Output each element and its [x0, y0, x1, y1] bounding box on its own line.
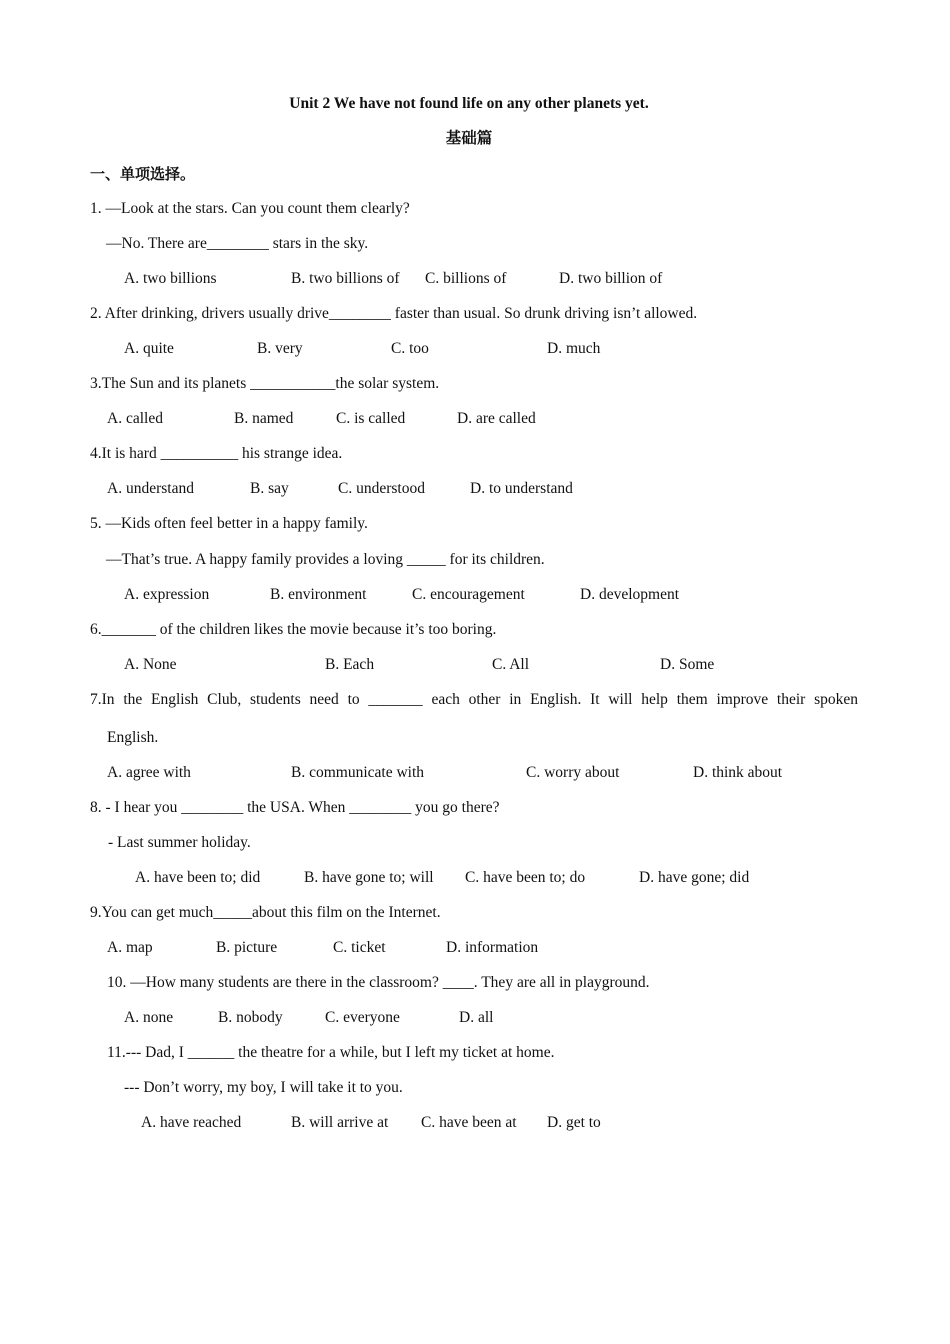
question-3-option-b: B. named: [234, 410, 294, 427]
question-2-stem: 2. After drinking, drivers usually drive________ faster than usual. So drunk driving isn’t allowed.: [90, 305, 698, 322]
document-title: Unit 2 We have not found life on any other planets yet.: [289, 95, 649, 112]
question-9-option-a: A. map: [107, 939, 153, 956]
question-2-option-b: B. very: [257, 340, 303, 357]
question-11-option-c: C. have been at: [421, 1114, 517, 1131]
question-7-option-a: A. agree with: [107, 764, 191, 781]
question-4-option-d: D. to understand: [470, 480, 573, 497]
question-7-stem-continued: English.: [107, 729, 159, 746]
question-4-option-b: B. say: [250, 480, 289, 497]
question-5-option-b: B. environment: [270, 586, 367, 603]
question-8-option-a: A. have been to; did: [135, 869, 261, 886]
question-9-option-b: B. picture: [216, 939, 278, 956]
question-1-option-c: C. billions of: [425, 270, 507, 287]
question-2-option-d: D. much: [547, 340, 601, 357]
question-9-option-c: C. ticket: [333, 939, 386, 956]
question-1-option-d: D. two billion of: [559, 270, 663, 287]
question-4-option-c: C. understood: [338, 480, 425, 497]
question-6-option-b: B. Each: [325, 656, 375, 673]
question-8-option-c: C. have been to; do: [465, 869, 586, 886]
question-7-stem: 7.In the English Club, students need to _______ each other in English. It will help them improve their spoken: [90, 691, 858, 708]
question-6-option-c: C. All: [492, 656, 530, 673]
question-5-option-c: C. encouragement: [412, 586, 525, 603]
question-7-option-b: B. communicate with: [291, 764, 425, 781]
question-7-option-c: C. worry about: [526, 764, 620, 781]
question-7-option-d: D. think about: [693, 764, 783, 781]
question-11-option-d: D. get to: [547, 1114, 601, 1131]
question-10-option-d: D. all: [459, 1009, 494, 1026]
question-11-stem: 11.--- Dad, I ______ the theatre for a while, but I left my ticket at home.: [107, 1044, 555, 1061]
question-9-option-d: D. information: [446, 939, 539, 956]
question-10-stem: 10. —How many students are there in the classroom? ____. They are all in playground.: [107, 974, 650, 991]
question-6-stem: 6._______ of the children likes the movie because it’s too boring.: [90, 621, 497, 638]
question-10-option-b: B. nobody: [218, 1009, 283, 1026]
question-1-option-b: B. two billions of: [291, 270, 400, 287]
question-11-option-b: B. will arrive at: [291, 1114, 389, 1131]
question-9-stem: 9.You can get much_____about this film on the Internet.: [90, 904, 441, 921]
question-1-answer-line: —No. There are________ stars in the sky.: [106, 235, 369, 252]
question-8-option-d: D. have gone; did: [639, 869, 750, 886]
question-10-option-c: C. everyone: [325, 1009, 400, 1026]
question-3-option-d: D. are called: [457, 410, 536, 427]
question-5-answer-line: —That’s true. A happy family provides a loving _____ for its children.: [106, 551, 545, 568]
question-3-option-c: C. is called: [336, 410, 406, 427]
question-4-stem: 4.It is hard __________ his strange idea.: [90, 445, 343, 462]
question-1-stem: 1. —Look at the stars. Can you count them clearly?: [90, 200, 410, 217]
question-5-stem: 5. —Kids often feel better in a happy family.: [90, 515, 368, 532]
question-11-option-a: A. have reached: [141, 1114, 242, 1131]
document-subtitle: 基础篇: [445, 130, 493, 147]
question-3-stem: 3.The Sun and its planets ___________the solar system.: [90, 375, 440, 392]
question-2-option-c: C. too: [391, 340, 429, 357]
question-10-option-a: A. none: [124, 1009, 174, 1026]
question-5-option-a: A. expression: [124, 586, 210, 603]
question-11-answer-line: --- Don’t worry, my boy, I will take it to you.: [124, 1079, 403, 1096]
question-5-option-d: D. development: [580, 586, 680, 603]
question-6-option-a: A. None: [124, 656, 177, 673]
question-8-option-b: B. have gone to; will: [304, 869, 434, 886]
question-3-option-a: A. called: [107, 410, 163, 427]
question-4-option-a: A. understand: [107, 480, 194, 497]
question-8-answer-line: - Last summer holiday.: [108, 834, 251, 851]
question-8-stem: 8. - I hear you ________ the USA. When ________ you go there?: [90, 799, 500, 816]
question-2-option-a: A. quite: [124, 340, 174, 357]
question-1-option-a: A. two billions: [124, 270, 217, 287]
question-6-option-d: D. Some: [660, 656, 715, 673]
section-heading: 一、单项选择。: [90, 165, 196, 183]
